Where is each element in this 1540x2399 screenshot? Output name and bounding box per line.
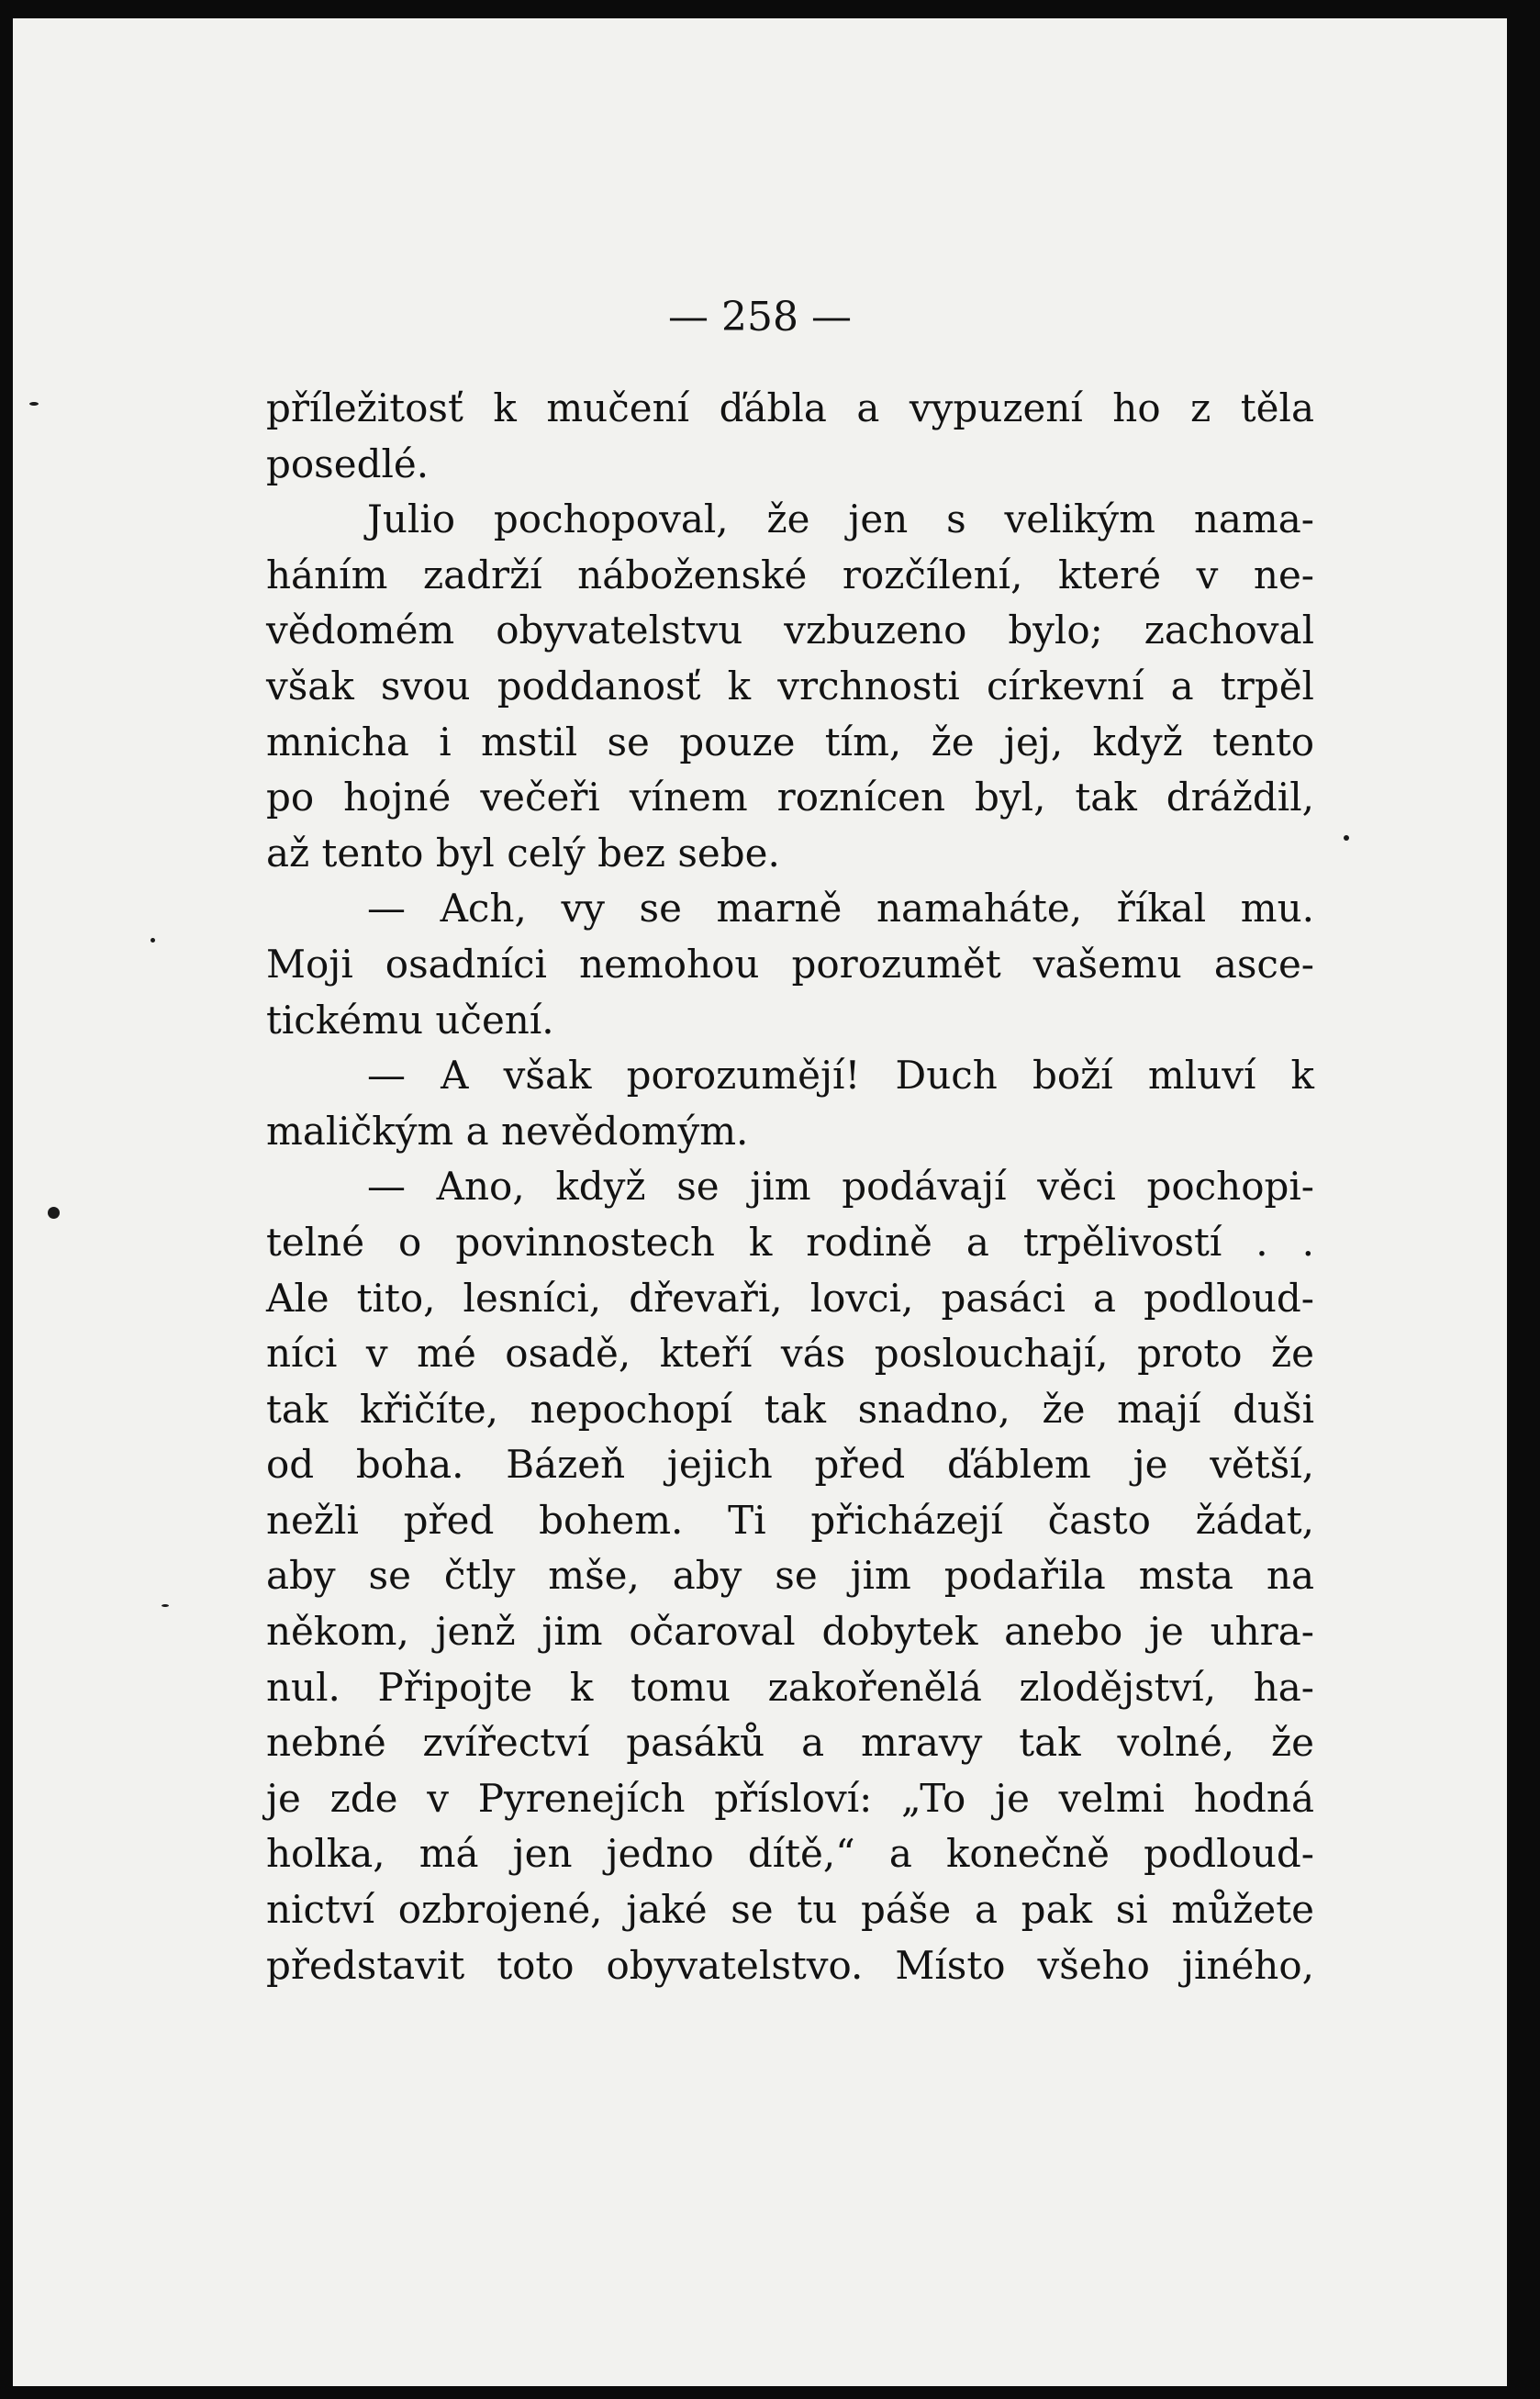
text-line: posedlé.	[266, 441, 430, 486]
text-line: nul. Připojte k tomu zakořenělá zlodějství, ha-	[266, 1664, 1314, 1710]
text-line: Ale tito, lesníci, dřevaři, lovci, pasáci a podloud-	[266, 1275, 1314, 1321]
scan-edge	[1507, 0, 1540, 2399]
scan-speck	[1344, 835, 1349, 841]
text-line: háním zadrží náboženské rozčílení, které v ne-	[266, 552, 1314, 597]
page-number: — 258 —	[668, 294, 852, 340]
body-text	[266, 381, 1314, 1993]
text-line: až tento byl celý bez sebe.	[266, 830, 780, 876]
text-line: vědomém obyvatelstvu vzbuzeno bylo; zachoval	[266, 608, 1314, 653]
text-line: aby se čtly mše, aby se jim podařila msta na	[266, 1553, 1314, 1599]
text-line: však svou poddanosť k vrchnosti církevní a trpěl	[266, 663, 1314, 709]
text-line: — Ano, když se jim podávají věci pochopi-	[367, 1164, 1314, 1210]
text-line: Moji osadníci nemohou porozumět vašemu asce-	[266, 941, 1314, 987]
book-page	[13, 18, 1507, 2386]
text-line: představit toto obyvatelstvo. Místo všeho jiného,	[266, 1942, 1314, 1988]
scan-speck	[151, 938, 155, 943]
text-line: níci v mé osadě, kteří vás poslouchají, proto že	[266, 1331, 1314, 1377]
text-line: tickému učení.	[266, 997, 554, 1043]
text-line: holka, má jen jedno dítě,“ a konečně podloud-	[266, 1831, 1314, 1877]
text-line: nictví ozbrojené, jaké se tu páše a pak si můžete	[266, 1887, 1314, 1933]
text-line: mnicha i mstil se pouze tím, že jej, když tento	[266, 719, 1314, 764]
text-line: příležitosť k mučení ďábla a vypuzení ho z těla	[266, 385, 1314, 430]
text-line: Julio pochopoval, že jen s velikým nama-	[367, 497, 1314, 542]
text-line: od boha. Bázeň jejich před ďáblem je větší,	[266, 1442, 1314, 1488]
text-line: někom, jenž jim očaroval dobytek anebo je uhra-	[266, 1609, 1314, 1655]
text-line: tak křičíte, nepochopí tak snadno, že mají duši	[266, 1386, 1314, 1432]
scan-speck	[162, 1604, 169, 1607]
scan-speck	[29, 402, 39, 406]
scan-speck	[48, 1207, 60, 1219]
text-line: nebné zvířectví pasáků a mravy tak volné, že	[266, 1720, 1314, 1766]
text-line: — A však porozumějí! Duch boží mluví k	[367, 1053, 1314, 1099]
text-line: telné o povinnostech k rodině a trpělivostí . .	[266, 1219, 1314, 1265]
text-line: po hojné večeři vínem roznícen byl, tak dráždil,	[266, 775, 1314, 820]
text-line: maličkým a nevědomým.	[266, 1108, 749, 1154]
text-line: nežli před bohem. Ti přicházejí často žádat,	[266, 1497, 1314, 1543]
text-line: — Ach, vy se marně namaháte, říkal mu.	[367, 886, 1314, 932]
text-line: je zde v Pyrenejích přísloví: „To je velmi hodná	[266, 1775, 1314, 1821]
